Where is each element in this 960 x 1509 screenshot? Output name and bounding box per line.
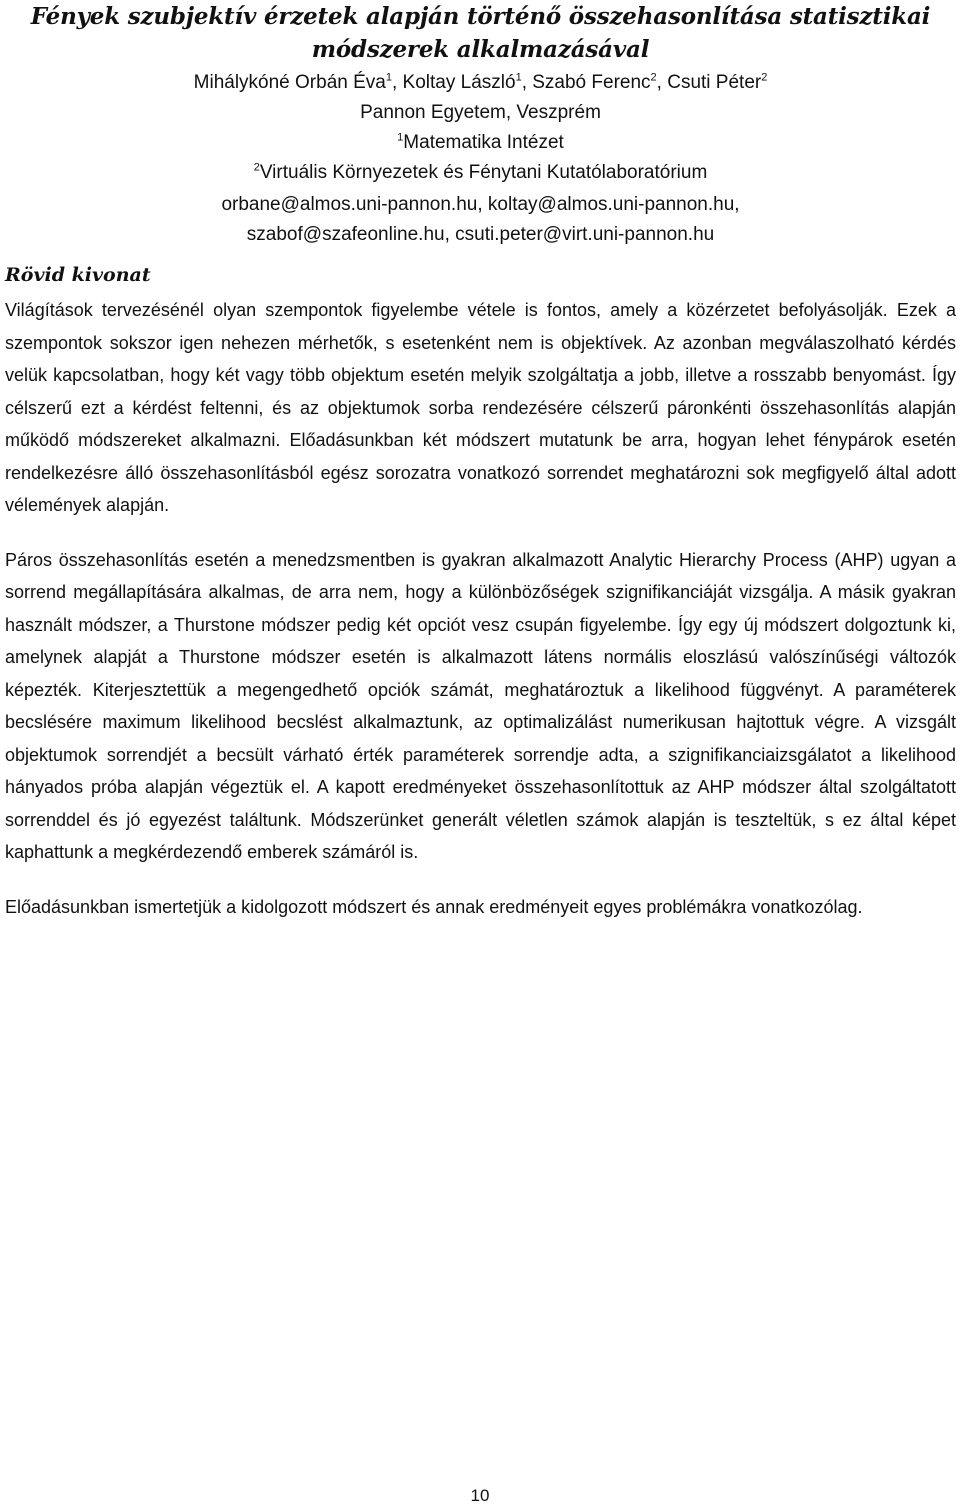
author-affiliation-mark: 1 <box>385 71 392 84</box>
abstract-paragraph-3: Előadásunkban ismertetjük a kidolgozott módszert és annak eredményeit egyes problémákra vonatkozólag. <box>5 896 863 917</box>
author-affiliation-mark: 2 <box>761 71 768 84</box>
affiliation-line-2 <box>5 158 956 188</box>
affiliation-name: Matematika Intézet <box>403 132 564 153</box>
author-name: Szabó Ferenc <box>532 72 651 93</box>
paper-title: Fények szubjektív érzetek alapján történő összehasonlítása statisztikai módszerek alkalmazásával <box>30 3 931 63</box>
author-name: Koltay László <box>402 72 516 93</box>
page-number: 10 <box>470 1486 490 1505</box>
affiliation-line-1 <box>5 128 956 158</box>
author-separator: , <box>521 72 533 93</box>
author-affiliation-mark: 2 <box>650 71 657 84</box>
abstract-heading: Rövid kivonat <box>5 264 151 286</box>
author-name: Mihálykóné Orbán Éva <box>193 72 386 93</box>
university-line: Pannon Egyetem, Veszprém <box>360 102 601 123</box>
affiliation-mark: 1 <box>397 131 404 144</box>
author-separator: , <box>391 72 403 93</box>
abstract-paragraph-1: Világítások tervezésénél olyan szempontok figyelembe vétele is fontos, amely a közérzetet befolyásolják. Ezek a szempontok sokszor igen nehezen mérhetők, s esetenként nem is objektívek. Az azonban megválaszolható kérdés velük kapcsolatban, hogy két vagy több objektum esetén melyik szolgáltatja a jobb, illetve a rosszabb benyomást. Így célszerű ezt a kérdést feltenni, és az objektumok sorba rendezésére célszerű páronkénti összehasonlítás alapján működő módszereket alkalmazni. Előadásunkban két módszert mutatunk be arra, hogyan lehet fénypárok esetén rendelkezésre álló összehasonlításból egész sorozatra vonatkozó sorrendet meghatározni sok megfigyelő által adott vélemények alapján. <box>5 300 956 515</box>
affiliation-mark: 2 <box>253 161 260 174</box>
author-line <box>5 68 956 98</box>
email-line-1: orbane@almos.uni-pannon.hu, koltay@almos.uni-pannon.hu, <box>221 194 740 215</box>
email-line-2: szabof@szafeonline.hu, csuti.peter@virt.uni-pannon.hu <box>246 224 715 245</box>
affiliation-name: Virtuális Környezetek és Fénytani Kutatólaboratórium <box>259 162 708 183</box>
abstract-paragraph-2: Páros összehasonlítás esetén a menedzsmentben is gyakran alkalmazott Analytic Hierarchy Process (AHP) ugyan a sorrend megállapítására alkalmas, de arra nem, hogy a különbözőségek szignifikanciáját vizsgálja. A másik gyakran használt módszer, a Thurstone módszer pedig két opciót vesz csupán figyelembe. Így egy új módszert dolgoztunk ki, amelynek alapját a Thurstone módszer esetén is alkalmazott látens normális eloszlású valószínűségi változók képezték. Kiterjesztettük a megengedhető opciók számát, meghatároztuk a likelihood függvényt. A paraméterek becslésére maximum likelihood becslést alkalmaztunk, az optimalizálást numerikusan hajtottuk végre. A vizsgált objektumok sorrendjét a becsült várható érték paraméterek sorrendje adta, a szignifikanciaizsgálatot a likelihood hányados próba alapján végeztük el. A kapott eredményeket összehasonlítottuk az AHP módszer által szolgáltatott sorrenddel és jó egyezést találtunk. Módszerünket generált véletlen számok alapján is teszteltük, s ez által képet kaphattunk a megkérdezendő emberek számáról is. <box>5 549 956 862</box>
author-name: Csuti Péter <box>667 72 762 93</box>
author-separator: , <box>656 72 668 93</box>
author-affiliation-mark: 1 <box>515 71 522 84</box>
